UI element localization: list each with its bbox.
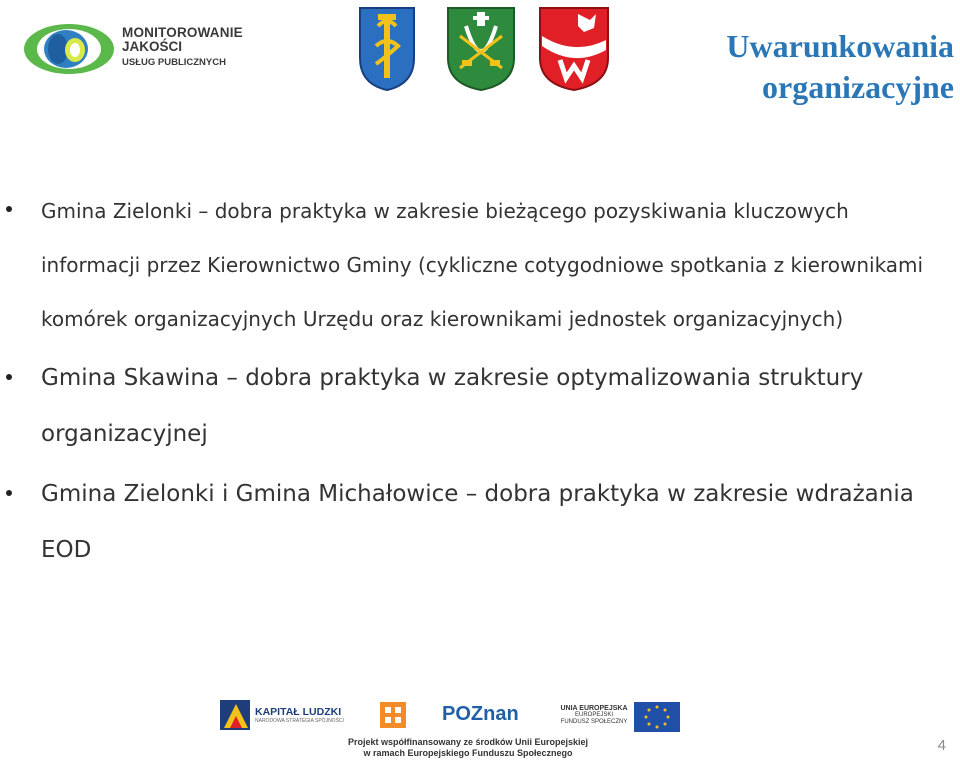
title-line-1: Uwarunkowania: [726, 28, 954, 64]
mjup-logo-text: [122, 26, 282, 70]
cofinancing-note: [318, 737, 618, 759]
page-number: 4: [937, 737, 946, 754]
mjup-logo-icon: [22, 20, 122, 78]
bullet-text: Gmina Skawina – dobra praktyka w zakresie optymalizowania struktury organizacyjnej: [41, 365, 864, 447]
poznan-logo: POZnan: [442, 703, 519, 725]
logo-line-3: USŁUG PUBLICZNYCH: [122, 57, 226, 68]
bullet-dot-icon: [6, 490, 12, 496]
bullet-dot-icon: [6, 206, 12, 212]
page-title: [654, 26, 954, 108]
kapital-ludzki-sublabel: NARODOWA STRATEGIA SPÓJNOŚCI: [255, 718, 344, 724]
eu-flag-icon: [634, 702, 680, 732]
bullet-text: Gmina Zielonki i Gmina Michałowice – dobra praktyka w zakresie wdrażania EOD: [41, 481, 914, 563]
cofinancing-note-line-2: w ramach Europejskiego Funduszu Społecznego: [363, 748, 573, 758]
cofinancing-note-line-1: Projekt współfinansowany ze środków Unii Europejskiej: [347, 737, 589, 747]
eu-label-line-3: FUNDUSZ SPOŁECZNY: [560, 719, 628, 725]
bullet-item: [0, 184, 960, 346]
bullet-dot-icon: [6, 374, 12, 380]
title-line-2: organizacyjne: [762, 69, 954, 105]
bullet-text: Gmina Zielonki – dobra praktyka w zakresie bieżącego pozyskiwania kluczowych informacji przez Kierownictwo Gminy (cykliczne cotygodniowe spotkania z kierownikami komórek organizacyjnych Urzędu oraz kierownikami jednostek organizacyjnych): [41, 199, 924, 331]
eu-label-line-2: EUROPEJSKI: [574, 712, 613, 718]
coat-of-arms-michalowice-icon: [538, 6, 596, 92]
bullet-list: [0, 184, 960, 578]
eu-label-line-1: UNIA EUROPEJSKA: [560, 705, 628, 712]
coat-of-arms-zielonki-icon: [446, 6, 504, 92]
coat-of-arms-skawina-icon: [358, 6, 416, 92]
bullet-item: [0, 350, 960, 462]
eu-label: [556, 705, 632, 726]
kapital-ludzki-icon: [220, 700, 250, 730]
logo-line-2: JAKOŚCI: [122, 39, 183, 54]
logo-line-1: MONITOROWANIE: [122, 25, 243, 40]
kapital-ludzki-label: KAPITAŁ LUDZKI: [255, 706, 342, 718]
partner-logo-icon: [380, 702, 406, 728]
bullet-item: [0, 466, 960, 578]
